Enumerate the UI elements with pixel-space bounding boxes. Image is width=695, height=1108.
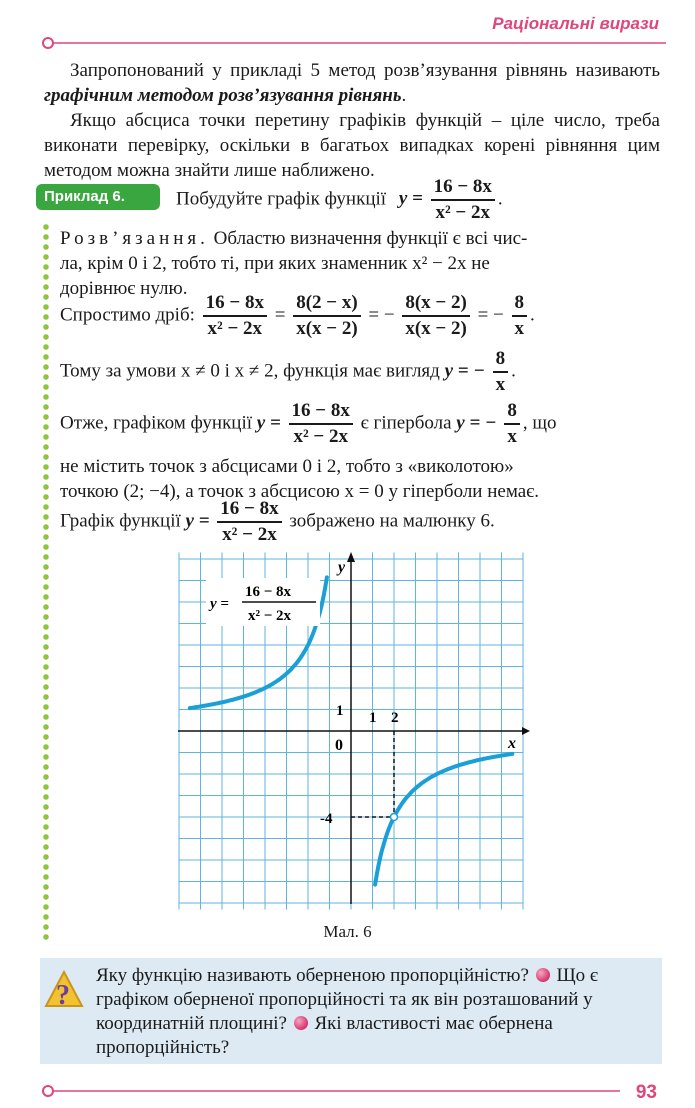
header-rule — [54, 42, 666, 44]
simplify-label: Спростимо дріб: — [60, 304, 195, 326]
graph-ref-y: y = — [185, 510, 210, 532]
therefore-text: Тому за умови x ≠ 0 і x ≠ 2, функція має вигляд — [60, 360, 440, 382]
conclusion-num: 16 − 8x — [289, 400, 353, 425]
fraction-3-num: 8(x − 2) — [402, 292, 469, 317]
conclusion-text-c: , що — [522, 412, 557, 434]
x-tick-2: 2 — [391, 710, 399, 726]
fraction-1-den: x² − 2x — [207, 318, 263, 339]
conclusion-y: y = — [256, 412, 281, 434]
intro-term: графічним методом розв’язування рівнянь — [44, 85, 402, 106]
task-numerator: 16 − 8x — [431, 176, 495, 201]
solution-heading: Розв’язання. — [60, 228, 209, 249]
graph-ref-text-a: Графік функції — [60, 510, 181, 532]
task-text: Побудуйте графік функції — [176, 188, 387, 210]
graph-reference-line — [60, 498, 495, 546]
header-rule-dot — [42, 37, 54, 49]
fraction-4-den: x — [514, 318, 525, 339]
question-1: Яку функцію називають оберненою пропорційністю? — [96, 965, 529, 986]
question-2: Що є графіком оберненої пропорційності та як він розташований у координатній площині? — [96, 965, 599, 1034]
pink-bullet-icon — [294, 1016, 308, 1030]
fraction-3 — [402, 292, 469, 340]
intro-paragraph-2: Якщо абсциса точки перетину графіків функцій – ціле число, треба виконати перевірку, оскільки в багатьох випадках корені рівняння цим методом можна знайти лише наближено. — [44, 110, 660, 181]
question-mark-icon — [42, 968, 86, 1012]
fraction-3-den: x(x − 2) — [405, 318, 467, 339]
therefore-den: x — [495, 374, 506, 395]
conclusion-hyperbola-fraction — [504, 400, 520, 448]
graph-ref-text-b: зображено на малюнку 6. — [289, 510, 495, 532]
conclusion-y-hyperbola: y = − — [456, 412, 497, 434]
task-fraction — [431, 176, 495, 224]
task-y: y = — [398, 188, 423, 210]
conclusion-text-b: є гіпербола — [360, 412, 452, 434]
graph-ref-den: x² − 2x — [222, 524, 277, 545]
graph-ref-num: 16 − 8x — [217, 498, 281, 523]
fraction-2-num: 8(2 − x) — [293, 292, 360, 317]
fraction-4-num: 8 — [512, 292, 528, 317]
y-axis-arrow — [347, 552, 355, 562]
therefore-line — [60, 348, 516, 396]
solution-line-2: ла, крім 0 і 2, тобто ті, при яких знаменник x² − 2x не — [60, 253, 490, 274]
hyperbola-den: x — [507, 426, 517, 447]
conclusion-fraction — [289, 400, 353, 448]
task-period: . — [497, 188, 503, 210]
punctured-point — [391, 814, 398, 821]
therefore-num: 8 — [493, 348, 509, 373]
solution-dotted-margin — [42, 222, 50, 940]
equals-sign: = — [274, 304, 286, 326]
fraction-4-dot: . — [530, 304, 535, 326]
intro-paragraph-1 — [44, 58, 660, 108]
y-tick-1: 1 — [336, 703, 344, 719]
fraction-1 — [203, 292, 267, 340]
figure-caption: Мал. 6 — [323, 922, 372, 941]
fraction-2-den: x(x − 2) — [296, 318, 358, 339]
y-tick-minus-4: -4 — [320, 811, 333, 827]
formula-num: 16 − 8x — [245, 584, 292, 600]
solution-line-3: дорівнює нулю. — [60, 278, 188, 299]
review-questions — [96, 964, 652, 1060]
formula-den: x² − 2x — [248, 608, 292, 624]
formula-lhs: y = — [210, 596, 229, 612]
pink-bullet-icon — [536, 968, 550, 982]
example-task — [176, 176, 503, 224]
y-axis-label: y — [338, 559, 346, 576]
fraction-4 — [512, 292, 528, 340]
intro-text — [44, 58, 660, 183]
intro-p1-end: . — [401, 85, 407, 106]
therefore-dot: . — [511, 360, 516, 382]
origin-label: 0 — [335, 737, 343, 754]
question-3: Які властивості має обернена пропорційність? — [96, 1013, 553, 1058]
task-denominator: x² − 2x — [435, 202, 490, 223]
therefore-y: y = − — [444, 360, 485, 382]
x-axis-arrow — [522, 727, 530, 735]
punctured-line-1: не містить точок з абсцисами 0 і 2, тобто з «виколотою» — [60, 456, 514, 477]
page-number: 93 — [635, 1082, 657, 1103]
section-title: Раціональні вирази — [492, 14, 659, 33]
conclusion-line — [60, 400, 556, 448]
fraction-2 — [293, 292, 360, 340]
equals-minus-2: = − — [477, 304, 504, 326]
x-tick-1: 1 — [369, 710, 377, 726]
footer-rule-dot — [42, 1085, 54, 1097]
equals-minus-1: = − — [368, 304, 395, 326]
solution-line-1 — [60, 226, 527, 251]
hyperbola-graph — [170, 552, 530, 912]
x-axis-label: x — [508, 735, 516, 752]
punctured-line-2: точкою (2; −4), а точок з абсцисою x = 0 у гіперболи немає. — [60, 481, 540, 502]
hyperbola-num: 8 — [504, 400, 520, 425]
svg-text:?: ? — [56, 980, 70, 1011]
conclusion-text-a: Отже, графіком функції — [60, 412, 253, 434]
fraction-1-num: 16 − 8x — [203, 292, 267, 317]
conclusion-den: x² − 2x — [293, 426, 348, 447]
example-badge: Приклад 6. — [36, 184, 160, 210]
simplify-line — [60, 292, 535, 340]
intro-p1-text: Запропонований у прикладі 5 метод розв’язування рівнянь називають — [70, 60, 660, 81]
footer-rule — [54, 1090, 620, 1092]
therefore-fraction — [493, 348, 509, 396]
graph-ref-fraction — [217, 498, 281, 546]
solution-text-1: Областю визначення функції є всі чис- — [208, 228, 528, 249]
